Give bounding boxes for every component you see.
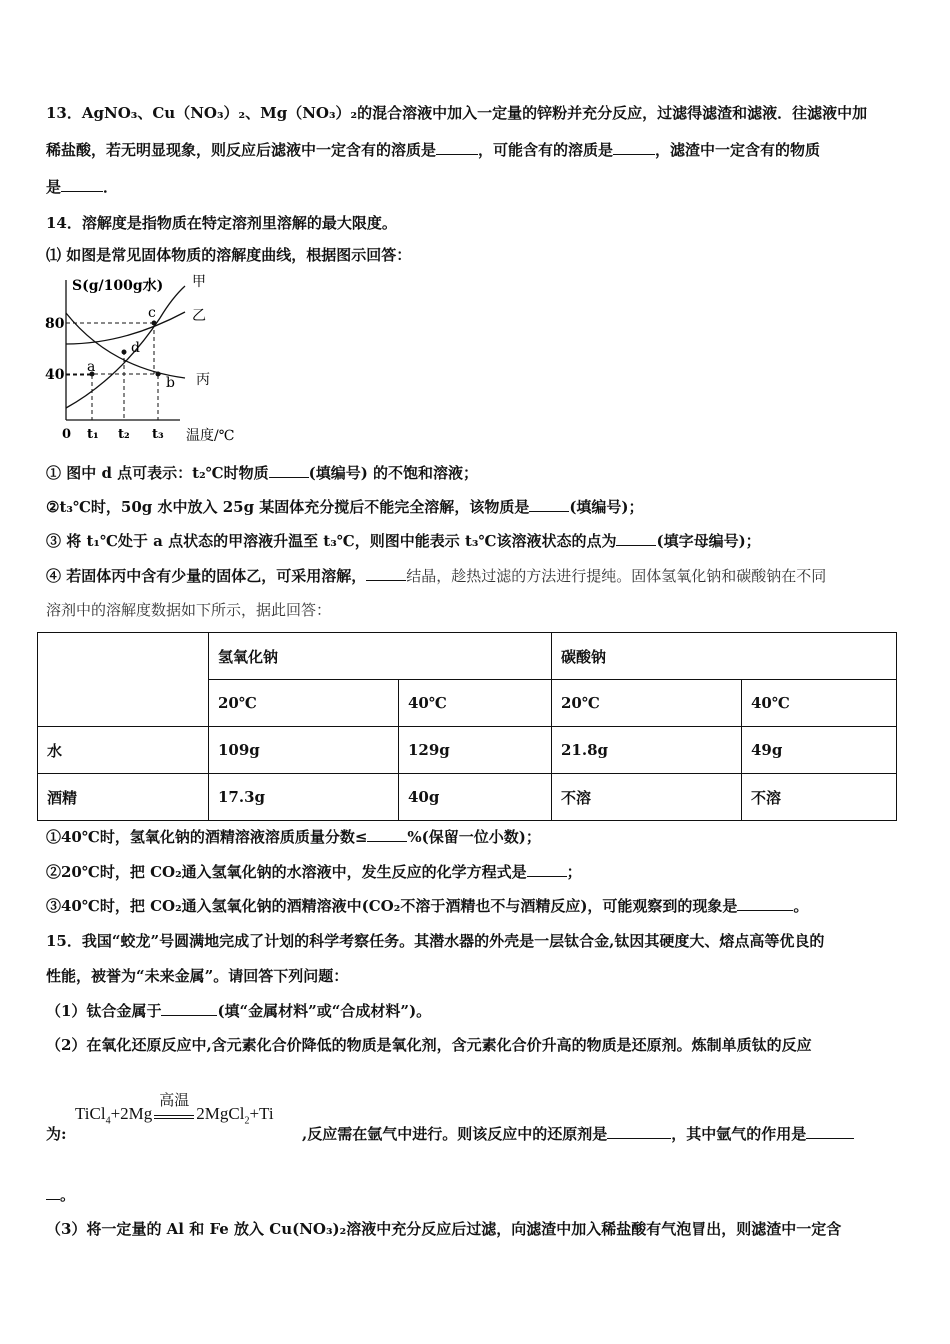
q14-title: 14．溶解度是指物质在特定溶剂里溶解的最大限度。 [46,214,397,232]
q13-text-d: 是 [46,178,62,196]
header-temp: 40℃ [399,680,552,727]
label-c: c [148,305,156,321]
q15-p2-cont [302,1124,854,1144]
origin-label: 0 [62,427,72,442]
answer-blank[interactable] [366,566,406,581]
eq-subscript: 2 [244,1115,250,1127]
table-cell: 不溶 [552,774,742,821]
answer-blank[interactable] [61,177,103,192]
q13-text-b: ，可能含有的溶质是 [478,141,614,159]
answer-blank[interactable] [613,140,655,155]
answer-blank[interactable] [527,862,567,877]
header-na2co3: 碳酸钠 [552,633,897,680]
q15-line1: 15．我国“蛟龙”号圆满地完成了计划的科学考察任务。其潜水器的外壳是一层钛合金,钛因其硬度大、熔点高等优良的 [46,932,825,950]
q15-p1-text: （1）钛合金属于 [46,1002,162,1020]
q14-p2 [46,862,582,882]
x-axis-label: 温度/℃ [186,428,235,444]
table-row [38,774,897,821]
q15-p1-text2: (填“金属材料”或“合成材料”)。 [217,1002,432,1020]
table-row [38,727,897,774]
table-corner [38,633,209,727]
eq-product-mgcl: 2MgCl [196,1104,245,1123]
tick-t1: t₁ [87,427,99,442]
answer-blank[interactable] [436,140,478,155]
eq-product-ti: +Ti [249,1104,274,1123]
answer-blank[interactable] [607,1124,671,1139]
answer-blank[interactable] [616,531,656,546]
label-d: d [131,340,140,356]
label-jia: 甲 [192,274,206,290]
q13-text-a: 稀盐酸，若无明显现象，则反应后滤液中一定含有的溶质是 [46,141,437,159]
table-cell: 129g [399,727,552,774]
label-bing: 丙 [196,372,210,388]
point-d [122,350,127,355]
q13-line1: 13．AgNO₃、Cu（NO₃）₂、Mg（NO₃）₂的混合溶液中加入一定量的锌粉并充分反应，过滤得滤渣和滤液．往滤液中加 [46,104,868,122]
answer-blank[interactable] [737,896,793,911]
table-cell: 不溶 [742,774,897,821]
label-yi: 乙 [192,308,206,324]
q15-line2: 性能，被誉为“未来金属”。请回答下列问题： [46,967,349,985]
q15-p2-text2: ，其中氩气的作用是 [671,1125,807,1143]
q15-p2-text3: 。 [60,1186,76,1204]
header-temp: 40℃ [742,680,897,727]
q14-p3-text2: 。 [793,897,809,915]
answer-blank[interactable] [529,497,569,512]
tick-t3: t₃ [152,427,164,442]
q13-line2 [46,140,820,160]
header-naoh: 氢氧化钠 [209,633,552,680]
y-axis-label: S(g/100g水) [72,278,164,294]
answer-blank[interactable] [367,827,407,842]
tick-80: 80 [45,316,65,332]
eq-arrow [154,1093,194,1119]
q15-p2-end [46,1185,75,1205]
table-cell: 40g [399,774,552,821]
label-a: a [87,359,96,375]
q14-p3 [46,896,808,916]
q14-intro: ⑴ 如图是常见固体物质的溶解度曲线，根据图示回答： [46,246,412,264]
curve-yi [66,312,185,344]
point-c [152,321,157,326]
tick-t2: t₂ [118,427,130,442]
q14-p1 [46,827,541,847]
q14-s1-text2: (填编号) 的不饱和溶液； [308,464,479,482]
q15-p2: （2）在氧化还原反应中,含元素化合价降低的物质是氧化剂，含元素化合价升高的物质是还原剂。炼制单质钛的反应 [46,1036,812,1054]
eq-reactant-mg: +2Mg [110,1104,153,1123]
q14-s2 [46,497,644,517]
row-solvent: 酒精 [38,774,209,821]
q14-s4-text: ④ 若固体丙中含有少量的固体乙，可采用溶解， [46,567,367,585]
answer-blank[interactable] [269,463,309,478]
q15-p2-text: ,反应需在氩气中进行。则该反应中的还原剂是 [302,1125,608,1143]
q14-s2-text: ②t₃℃时，50g 水中放入 25g 某固体充分搅后不能完全溶解，该物质是 [46,498,530,516]
q14-s4-cont: 溶剂中的溶解度数据如下所示，据此回答： [46,601,332,619]
q15-p1 [46,1001,431,1021]
header-temp: 20℃ [209,680,399,727]
answer-blank[interactable] [46,1185,60,1200]
solubility-graph [40,268,270,450]
q15-wei: 为: [46,1125,67,1143]
reaction-equation [75,1093,274,1127]
q14-s1-text: ① 图中 d 点可表示：t₂℃时物质 [46,464,269,482]
eq-subscript: 4 [105,1115,111,1127]
q13-text-c: ，滤渣中一定含有的物质 [655,141,821,159]
q14-p2-text: ②20℃时，把 CO₂通入氢氧化钠的水溶液中，发生反应的化学方程式是 [46,863,527,881]
q14-p3-text: ③40℃时，把 CO₂通入氢氧化钠的酒精溶液中(CO₂不溶于酒精也不与酒精反应)，可能观察到的现象是 [46,897,738,915]
eq-reactant-ticl: TiCl [75,1104,106,1123]
q14-p1-text: ①40℃时，氢氧化钠的酒精溶液溶质质量分数≤ [46,828,368,846]
table-cell: 49g [742,727,897,774]
answer-blank[interactable] [806,1124,854,1139]
answer-blank[interactable] [161,1001,217,1016]
q13-line3 [46,177,118,197]
header-temp: 20℃ [552,680,742,727]
row-solvent: 水 [38,727,209,774]
table-cell: 21.8g [552,727,742,774]
q14-s3 [46,531,761,551]
q14-p1-text2: %(保留一位小数)； [407,828,541,846]
table-cell: 17.3g [209,774,399,821]
q14-s3-text2: (填字母编号)； [656,532,761,550]
q14-p2-text2: ； [566,863,582,881]
eq-condition: 高温 [159,1093,190,1109]
label-b: b [166,375,175,391]
table-cell: 109g [209,727,399,774]
q14-s3-text: ③ 将 t₁℃处于 a 点状态的甲溶液升温至 t₃℃，则图中能表示 t₃℃该溶液状态的点为 [46,532,617,550]
q14-s2-text2: (填编号)； [569,498,644,516]
tick-40: 40 [45,367,65,383]
solubility-table [37,632,897,821]
q14-s4-text2: 结晶，趁热过滤的方法进行提纯。固体氢氧化钠和碳酸钠在不同 [406,567,827,585]
point-b [156,372,161,377]
q13-text-e: ． [103,178,119,196]
q14-s1 [46,463,478,483]
q15-p3: （3）将一定量的 Al 和 Fe 放入 Cu(NO₃)₂溶液中充分反应后过滤，向滤渣中加入稀盐酸有气泡冒出，则滤渣中一定含 [46,1220,842,1238]
q14-s4 [46,566,826,586]
